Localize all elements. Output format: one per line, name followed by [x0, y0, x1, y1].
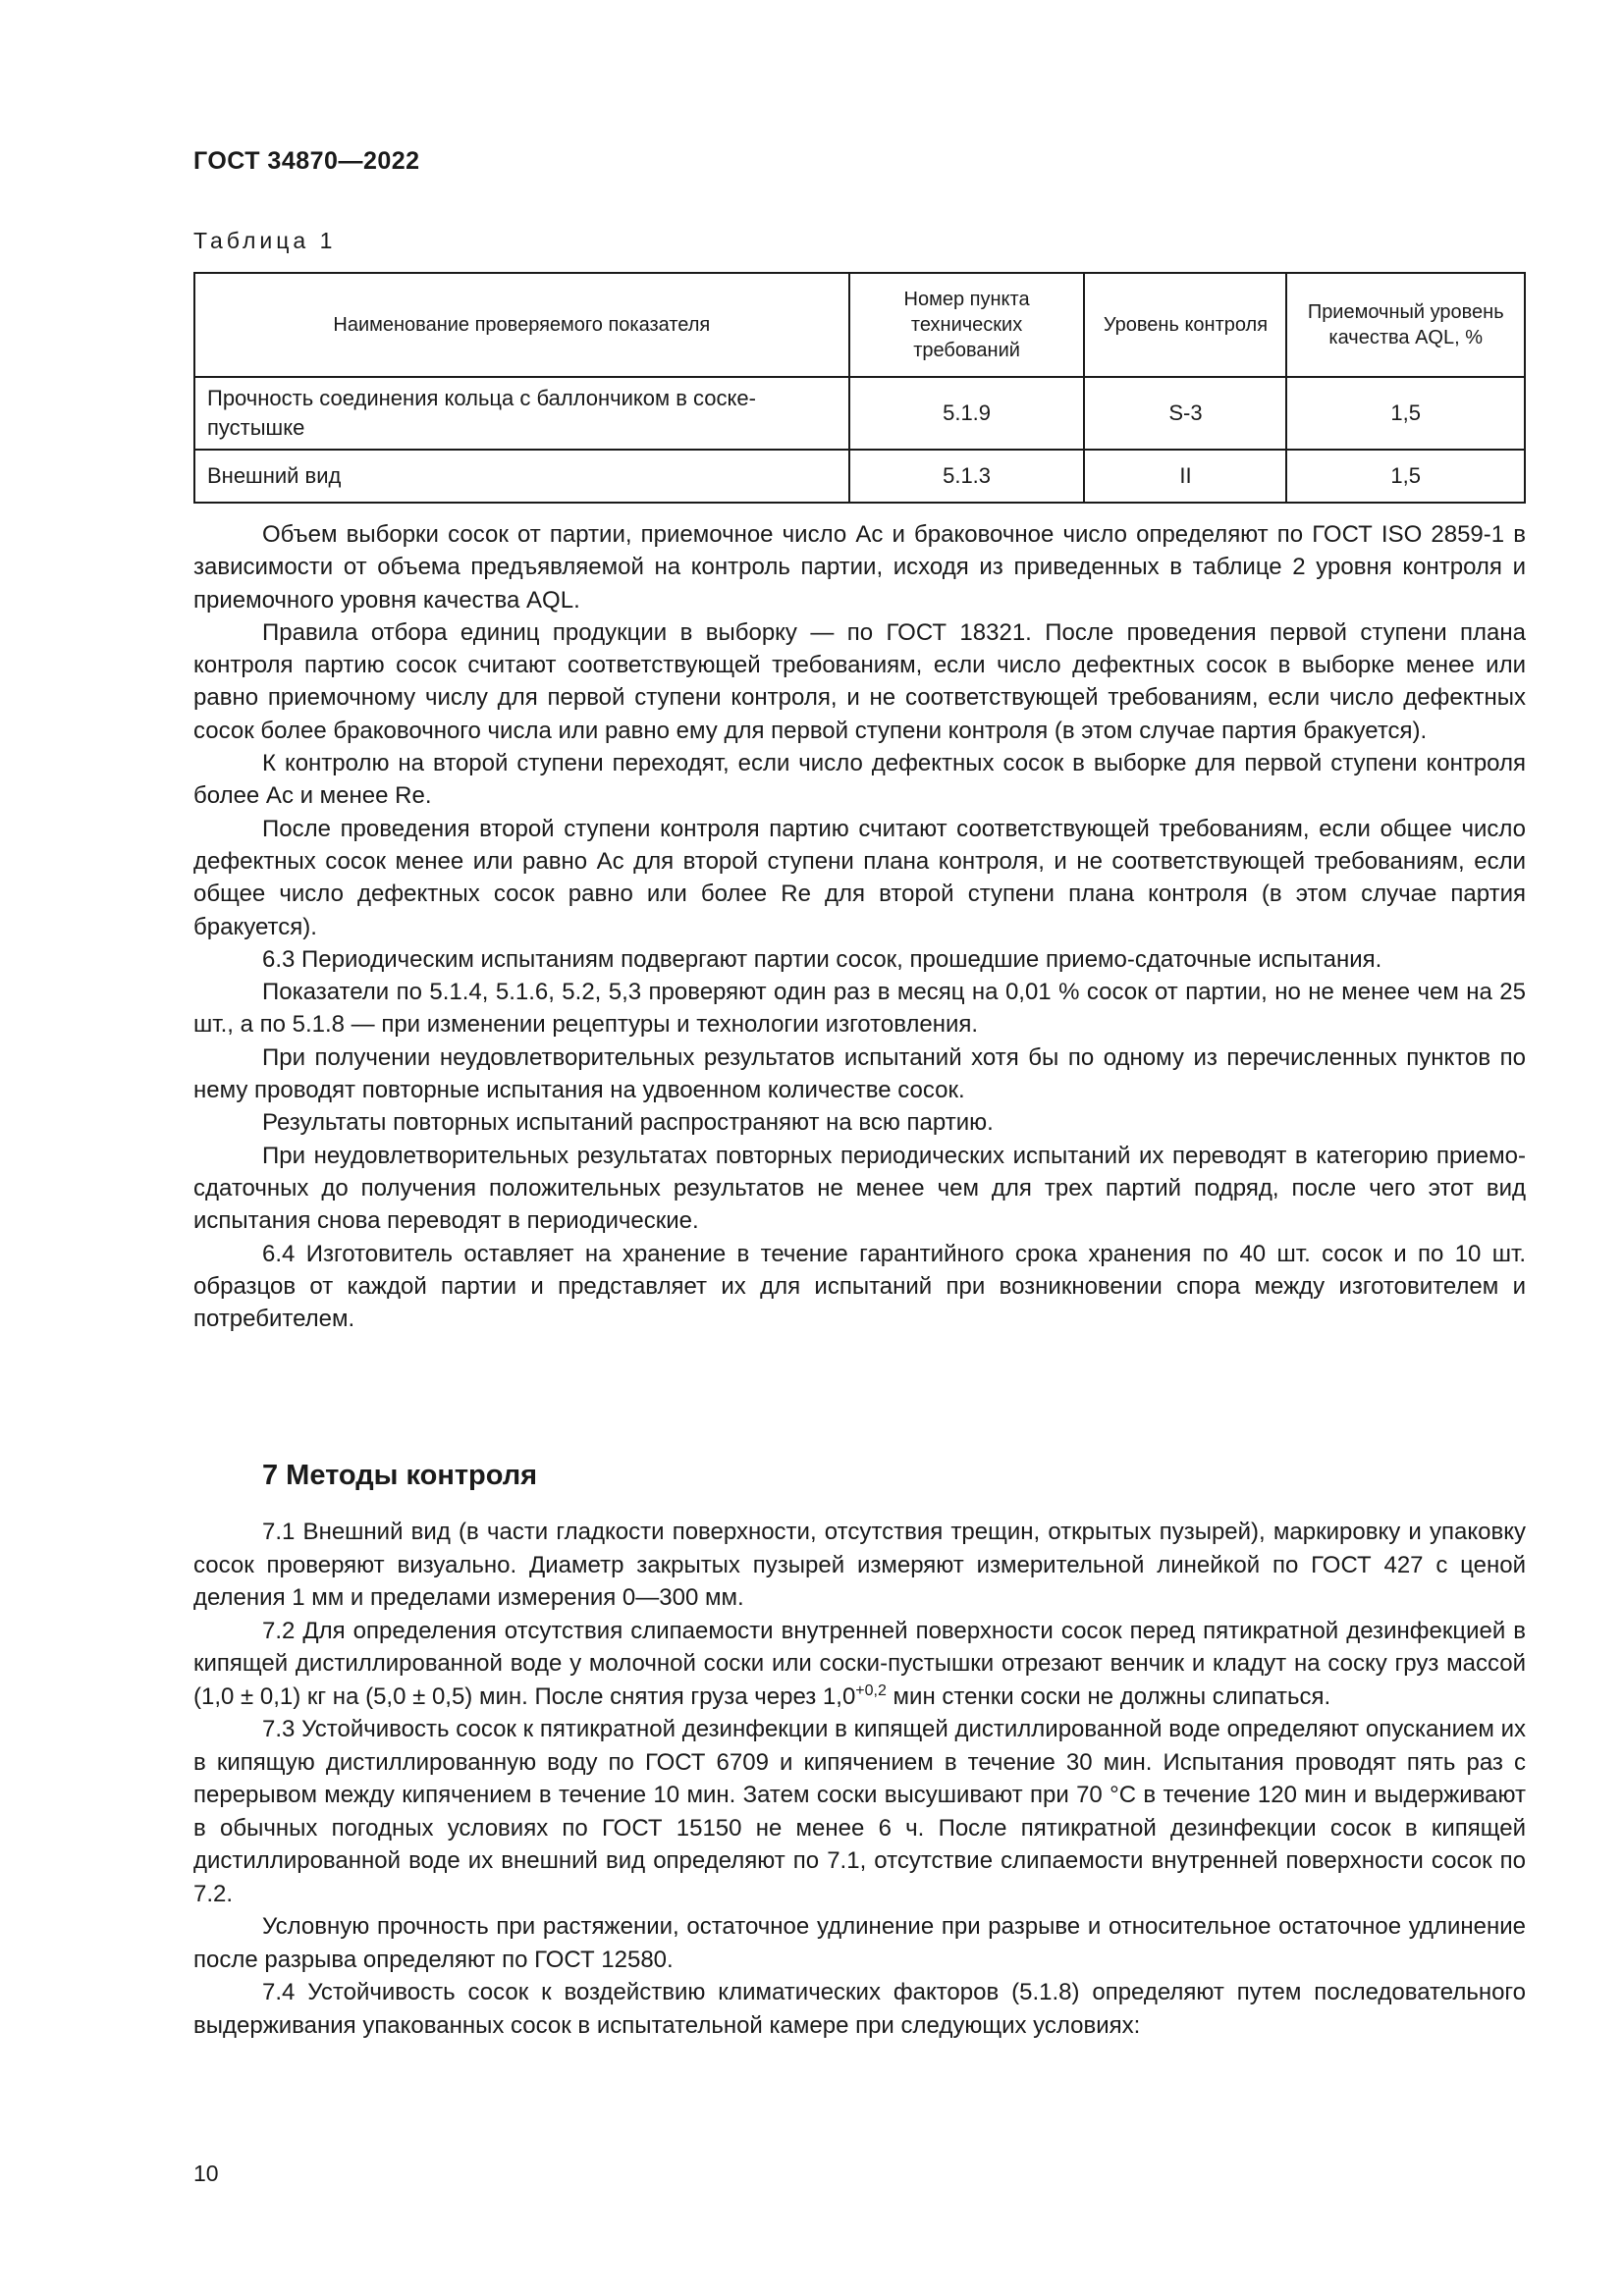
column-header: Приемочный уровень качества AQL, %	[1286, 273, 1525, 377]
paragraph: 7.3 Устойчивость сосок к пятикратной дезинфекции в кипящей дистиллированной воде определяют опусканием их в кипящую дистиллированную воду по ГОСТ 6709 и кипячением в течение 30 мин. Испытания проводят пять раз с перерывом между кипячением в течение 10 мин. Затем соски высушивают при 70 °С в течение 120 мин и выдерживают в обычных погодных условиях по ГОСТ 15150 не менее 6 ч. После пятикратной дезинфекции сосок в кипящей дистиллированной воде их внешний вид определяют по 7.1, отсутствие слипаемости внутренней поверхности сосок по 7.2.	[193, 1716, 1526, 1907]
table-cell: 5.1.9	[849, 377, 1085, 450]
paragraph: Условную прочность при растяжении, остаточное удлинение при разрыве и относительное остаточное удлинение после разрыва определяют по ГОСТ 12580.	[193, 1913, 1526, 1973]
paragraph: 7.4 Устойчивость сосок к воздействию климатических факторов (5.1.8) определяют путем последовательного выдерживания упакованных сосок в испытательной камере при следующих условиях:	[193, 1979, 1526, 2039]
table-row	[194, 450, 1525, 503]
tolerance-superscript: +0,2	[855, 1682, 887, 1699]
paragraph: Объем выборки сосок от партии, приемочное число Ас и браковочное число определяют по ГОСТ ISO 2859-1 в зависимости от объема предъявляемой на контроль партии, исходя из приведенных в таблице 2 уровня контроля и приемочного уровня качества AQL.	[193, 521, 1526, 614]
paragraph-text: мин стенки соски не должны слипаться.	[886, 1682, 1331, 1710]
paragraph: К контролю на второй ступени переходят, если число дефектных сосок в выборке для первой ступени контроля более Ас и менее Re.	[193, 750, 1526, 810]
table-cell: 1,5	[1286, 450, 1525, 503]
paragraph-text: 7.2 Для определения отсутствия слипаемости внутренней поверхности сосок перед пятикратной дезинфекцией в кипящей дистиллированной воде у молочной соски или соски-пустышки отрезают венчик и кладут на соску груз массой (1,0 ± 0,1) кг на (5,0 ± 0,5) мин. После снятия груза через 1,0	[193, 1617, 1526, 1710]
table-cell: II	[1084, 450, 1286, 503]
table-caption: Таблица 1	[193, 228, 337, 253]
standard-header: ГОСТ 34870—2022	[193, 147, 420, 175]
column-header: Наименование проверяемого показателя	[194, 273, 849, 377]
table-cell: 1,5	[1286, 377, 1525, 450]
paragraph: Результаты повторных испытаний распространяют на всю партию.	[262, 1109, 994, 1137]
table-cell: 5.1.3	[849, 450, 1085, 503]
page-number: 10	[193, 2161, 219, 2186]
paragraph: 6.4 Изготовитель оставляет на хранение в течение гарантийного срока хранения по 40 шт. сосок и по 10 шт. образцов от каждой партии и представляет их для испытаний при возникновении спора между изготовителем и потребителем.	[193, 1240, 1526, 1333]
inspection-table	[193, 272, 1526, 504]
paragraph: При неудовлетворительных результатах повторных периодических испытаний их переводят в категорию приемо-сдаточных до получения положительных результатов не менее чем для трех партий подряд, после чего этот вид испытания снова переводят в периодические.	[193, 1142, 1526, 1235]
table-header-row	[194, 273, 1525, 377]
paragraph: При получении неудовлетворительных результатов испытаний хотя бы по одному из перечисленных пунктов по нему проводят повторные испытания на удвоенном количестве сосок.	[193, 1043, 1526, 1104]
paragraph: 6.3 Периодическим испытаниям подвергают партии сосок, прошедшие приемо-сдаточные испытания.	[262, 945, 1382, 973]
body-text	[193, 518, 1526, 1335]
paragraph: Показатели по 5.1.4, 5.1.6, 5.2, 5,3 проверяют один раз в месяц на 0,01 % сосок от партии, но не менее чем на 25 шт., а по 5.1.8 — при изменении рецептуры и технологии изготовления.	[193, 979, 1526, 1039]
column-header: Уровень контроля	[1084, 273, 1286, 377]
table-cell: Прочность соединения кольца с баллончиком в соске-пустышке	[194, 377, 849, 450]
paragraph: После проведения второй ступени контроля партию считают соответствующей требованиям, если общее число дефектных сосок менее или равно Ас для второй ступени плана контроля, и не соответствующей требованиям, если общее число дефектных сосок равно или более Re для второй ступени плана контроля (в этом случае партия бракуется).	[193, 815, 1526, 940]
table-row	[194, 377, 1525, 450]
section-body-text	[193, 1516, 1526, 2042]
section-heading: 7 Методы контроля	[262, 1460, 538, 1491]
table-cell: Внешний вид	[194, 450, 849, 503]
column-header: Номер пункта технических требований	[849, 273, 1085, 377]
paragraph: 7.1 Внешний вид (в части гладкости поверхности, отсутствия трещин, открытых пузырей), маркировку и упаковку сосок проверяют визуально. Диаметр закрытых пузырей измеряют измерительной линейкой по ГОСТ 427 с ценой деления 1 мм и пределами измерения 0—300 мм.	[193, 1519, 1526, 1611]
table-cell: S-3	[1084, 377, 1286, 450]
paragraph: Правила отбора единиц продукции в выборку — по ГОСТ 18321. После проведения первой ступени плана контроля партию сосок считают соответствующей требованиям, если число дефектных сосок в выборке менее или равно приемочному числу для первой ступени контроля, и не соответствующей требованиям, если число дефектных сосок более браковочного числа или равно ему для первой ступени контроля (в этом случае партия бракуется).	[193, 618, 1526, 744]
paragraph	[193, 1615, 1526, 1714]
